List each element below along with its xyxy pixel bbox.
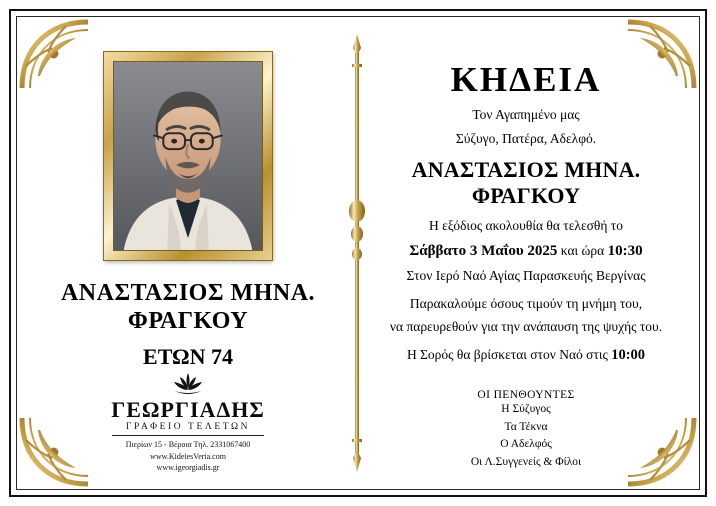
right-panel: [356, 20, 696, 486]
deceased-name-main: ΑΝΑΣΤΑΣΙΟΣ ΜΗΝΑ. ΦΡΑΓΚΟΥ: [411, 157, 641, 209]
funeral-home-website: www.igeorgiadis.gr: [156, 463, 220, 473]
mourners-block: [356, 389, 696, 472]
service-church: Στον Ιερό Ναό Αγίας Παρασκευής Βεργίνας: [406, 268, 646, 284]
funeral-home-email: www.KideiesVeria.com: [150, 451, 226, 461]
deceased-age: ΕΤΩΝ 74: [143, 344, 233, 370]
left-panel: [20, 20, 356, 486]
service-date: Σάββατο 3 Μαΐου 2025: [409, 243, 558, 260]
viewing-time: 10:00: [611, 346, 646, 363]
logo-divider: [112, 435, 264, 436]
deceased-name-left: ΑΝΑΣΤΑΣΙΟΣ ΜΗΝΑ. ΦΡΑΓΚΟΥ: [60, 280, 316, 334]
service-datetime: [409, 239, 642, 263]
funeral-home-subtitle: ΓΡΑΦΕΙΟ ΤΕΛΕΤΩΝ: [125, 422, 251, 433]
mourner-item: Τα Τέκνα: [504, 420, 548, 433]
funeral-home-address: Πιερίων 15 - Βέροια Τηλ. 2331067400: [125, 440, 251, 450]
funeral-home-name: ΓΕΩΡΓΙΑΔΗΣ: [111, 397, 265, 423]
service-time-label: και ώρα: [560, 243, 605, 259]
viewing-text: Η Σορός θα βρίσκεται στον Ναό στις: [406, 346, 608, 362]
service-time: 10:30: [607, 243, 643, 260]
lead-line-2: Σύζυγο, Πατέρα, Αδελφό.: [455, 131, 597, 147]
mourner-item: Η Σύζυγος: [501, 402, 551, 415]
mourner-item: Οι Λ.Συγγενείς & Φίλοι: [470, 456, 582, 469]
portrait-frame: [104, 52, 272, 260]
mourner-item: Ο Αδελφός: [500, 438, 552, 451]
portrait-photo: [113, 61, 263, 251]
mourners-title: ΟΙ ΠΕΝΘΟΥΝΤΕΣ: [477, 388, 575, 401]
invitation-line-2: να παρευρεθούν για την ανάπαυση της ψυχής του.: [389, 319, 663, 335]
announcement-heading: ΚΗΔΕΙΑ: [450, 60, 602, 99]
invitation-line-1: Παρακαλούμε όσους τιμούν τη μνήμη του,: [409, 295, 643, 311]
service-line: Η εξόδιος ακολουθία θα τελεσθή το: [429, 218, 623, 234]
viewing-line: [407, 344, 645, 367]
funeral-home-logo-block: [20, 371, 356, 474]
lead-line-1: Τον Αγαπημένο μας: [472, 107, 580, 122]
lotus-icon: [171, 371, 205, 397]
